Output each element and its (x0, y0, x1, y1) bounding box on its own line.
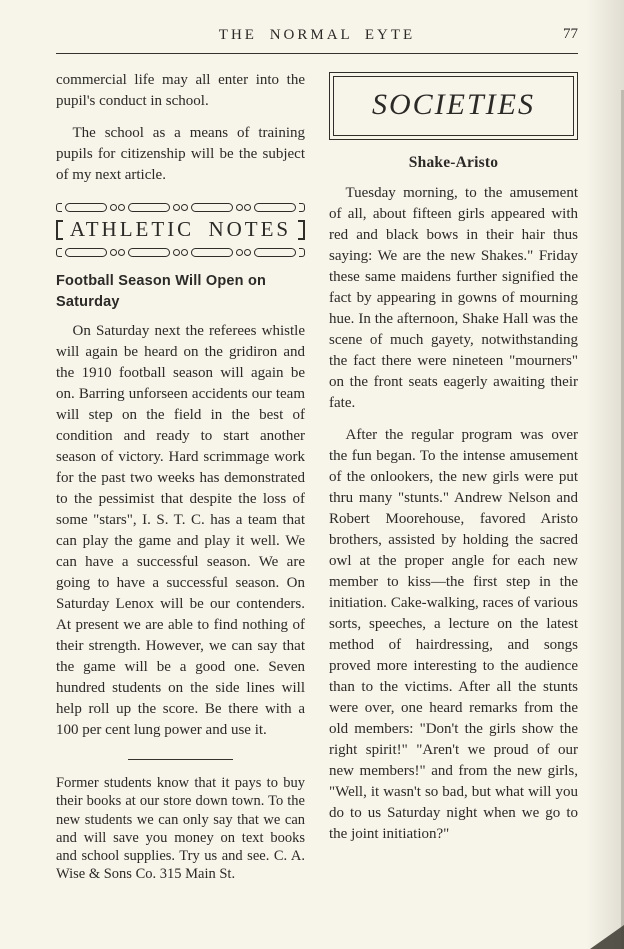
ornament-dots-icon (110, 204, 125, 211)
ornament-link-icon (65, 203, 107, 212)
ornament-dots-icon (173, 204, 188, 211)
scan-corner-smudge (590, 925, 624, 949)
paragraph: The school as a means of training pupils for citizenship will be the subject of my next article. (56, 125, 305, 183)
section-divider-rule (128, 759, 233, 760)
athletic-notes-banner (56, 202, 305, 257)
ornament-dots-icon (110, 249, 125, 256)
football-article-heading: Football Season Will Open on Saturday (56, 273, 267, 310)
ornament-link-icon (254, 203, 296, 212)
bookstore-ad-paragraph: Former students know that it pays to buy their books at our store down town. To the new students we can only say that we can and will save you money on text books and school supplies. Try us and see. C. A. Wise & Sons Co. 315 Main St. (56, 774, 305, 883)
ornament-hook-icon (56, 248, 62, 257)
ornament-link-icon (128, 248, 170, 257)
left-column (56, 70, 305, 895)
masthead (56, 26, 578, 46)
football-article-body: On Saturday next the referees whistle will again be heard on the gridiron and the 1910 football season will again be on. Barring unforseen accidents our team will step on the field in the best of condition and ready to start another season of victory. Hard scrimmage work for the past two weeks has demonstrated to the pessimist that despite the loss of some "stars", I. S. T. C. has a team that can play the game and play it well. We can have a successful season. We are going to have a successful season. On Saturday Lenox will be our contenders. At present we are able to find nothing of their strength. However, we can say that the game will be a good one. Seven hundred students on the side lines will help roll up the score. Be there with a 100 per cent lung power and use it. (56, 322, 305, 738)
athletic-notes-title-row (56, 215, 305, 244)
societies-banner-inner (333, 76, 574, 136)
chain-ornament-top (56, 202, 305, 212)
bracket-right-icon (298, 220, 305, 240)
ornament-link-icon (191, 248, 233, 257)
chain-ornament-bottom (56, 247, 305, 257)
ornament-link-icon (254, 248, 296, 257)
continued-paragraph: commercial life may all enter into the pupil's conduct in school. (56, 72, 305, 109)
shake-aristo-heading: Shake-Aristo (408, 154, 499, 171)
bracket-left-icon (56, 220, 63, 240)
header-rule (56, 53, 578, 54)
societies-banner (329, 72, 578, 140)
publication-title: THE NORMAL EYTE (218, 27, 416, 43)
ornament-hook-icon (299, 248, 305, 257)
ornament-hook-icon (56, 203, 62, 212)
societies-title: SOCIETIES (372, 88, 535, 121)
shake-aristo-paragraph-1: Tuesday morning, to the amusement of all, about fifteen girls appeared with red and black bows in their hair thus saying: We are the new Shakes." Friday these same maidens further signified the fact by appearing in gowns of mourning hue. In the afternoon, Shake Hall was the scene of much gayety, notwithstanding the fact there were nineteen "mourners" on the front seats eagerly awaiting their fate. (329, 184, 578, 411)
ornament-dots-icon (236, 204, 251, 211)
page-number: 77 (563, 26, 578, 42)
ornament-dots-icon (236, 249, 251, 256)
two-column-layout (56, 70, 578, 895)
ornament-link-icon (65, 248, 107, 257)
ornament-link-icon (191, 203, 233, 212)
shake-aristo-paragraph-2: After the regular program was over the fun began. To the intense amusement of the onlookers, the new girls were put thru many "stunts." Andrew Nelson and Robert Moorehouse, favored Aristo brothers, assisted by holding the sacred owl at the proper angle for each new member to kiss—the first step in the initiation. Cake-walking, races of various sorts, speeches, a lecture on the latest method of hairdressing, and songs proved more interesting to the audience than to the victims. After all the stunts were over, one heard remarks from the old members: "Don't the girls show the right spirit!" "Aren't we proud of our new members!" and from the new girls, "Well, it wasn't so bad, but what will you do to us Saturday night when we go to the joint initiation?" (329, 426, 578, 842)
athletic-notes-title: ATHLETIC NOTES (69, 217, 292, 241)
ornament-link-icon (128, 203, 170, 212)
ornament-hook-icon (299, 203, 305, 212)
right-column (329, 70, 578, 895)
ornament-dots-icon (173, 249, 188, 256)
